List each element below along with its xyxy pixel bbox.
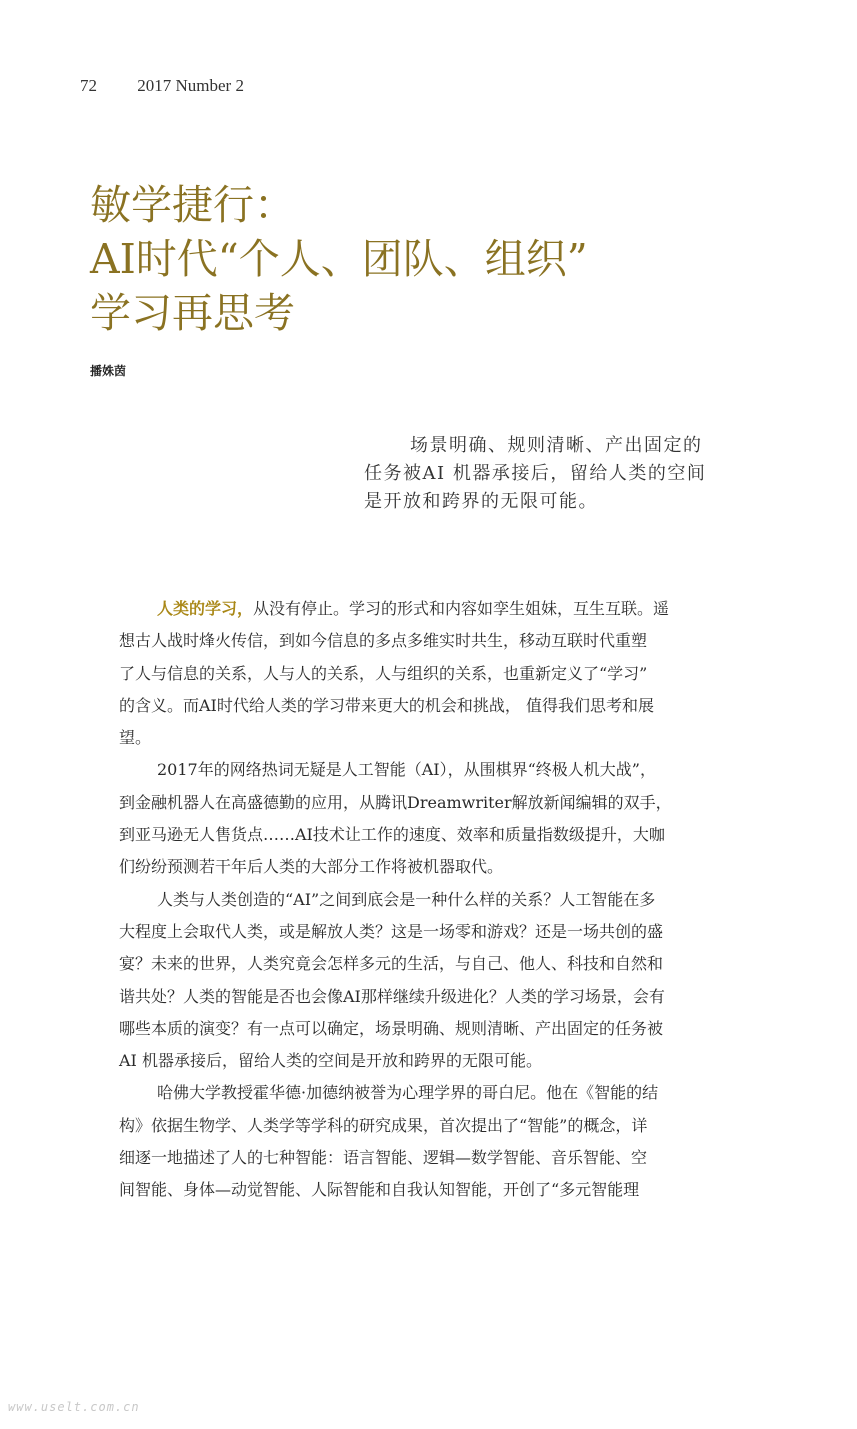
paragraph-line: AI 机器承接后，留给人类的空间是开放和跨界的无限可能。 — [119, 1051, 542, 1071]
pull-quote-line-1: 场景明确、规则清晰、产出固定的 — [410, 435, 703, 456]
paragraph-4 — [119, 1077, 747, 1206]
paragraph-line: 间智能、身体—动觉智能、人际智能和自我认知智能，开创了“多元智能理 — [119, 1180, 640, 1200]
paragraph-line — [119, 593, 747, 625]
paragraph-line-text: 从没有停止。学习的形式和内容如孪生姐妹，互生互联。遥 — [253, 599, 670, 618]
paragraph-line: 2017年的网络热词无疑是人工智能（AI），从围棋界“终极人机大战”， — [157, 760, 656, 780]
issue-label: 2017 Number 2 — [137, 76, 244, 95]
author-name: 播姝茵 — [90, 364, 127, 378]
paragraph-line: 细逐一地描述了人的七种智能：语言智能、逻辑—数学智能、音乐智能、空 — [119, 1148, 648, 1168]
paragraph-line: 宴？未来的世界，人类究竟会怎样多元的生活，与自己、他人、科技和自然和 — [119, 954, 664, 974]
paragraph-line: 的含义。而AI时代给人类的学习带来更大的机会和挑战， 值得我们思考和展 — [119, 695, 654, 715]
paragraph-line: 到金融机器人在高盛德勤的应用，从腾讯Dreamwriter解放新闻编辑的双手， — [119, 792, 672, 812]
paragraph-line: 哪些本质的演变？有一点可以确定，场景明确、规则清晰、产出固定的任务被 — [119, 1018, 664, 1038]
paragraph-3 — [119, 884, 747, 1078]
article-body — [119, 593, 747, 1207]
pull-quote-line-2: 任务被AI 机器承接后，留给人类的空间 — [364, 463, 707, 484]
site-watermark: www.uselt.com.cn — [8, 1400, 140, 1414]
article-title — [90, 178, 790, 340]
title-line-2: AI时代“个人、团队、组织” — [90, 235, 588, 283]
paragraph-line: 构》依据生物学、人类学等学科的研究成果，首次提出了“智能”的概念，详 — [119, 1115, 648, 1135]
page-number: 72 — [80, 76, 97, 95]
paragraph-line: 了人与信息的关系，人与人的关系，人与组织的关系，也重新定义了“学习” — [119, 663, 648, 683]
paragraph-line: 人类与人类创造的“AI”之间到底会是一种什么样的关系？人工智能在多 — [157, 889, 656, 909]
paragraph-line: 想古人战时烽火传信，到如今信息的多点多维实时共生，移动互联时代重塑 — [119, 631, 648, 651]
paragraph-line: 到亚马逊无人售货点……AI技术让工作的速度、效率和质量指数级提升，大咖 — [119, 825, 665, 845]
title-line-3: 学习再思考 — [90, 289, 295, 337]
pull-quote-line-3: 是开放和跨界的无限可能。 — [364, 491, 598, 512]
pull-quote — [364, 432, 754, 516]
paragraph-1 — [119, 593, 747, 754]
lead-in-phrase: 人类的学习， — [157, 599, 254, 618]
paragraph-line: 们纷纷预测若干年后人类的大部分工作将被机器取代。 — [119, 857, 504, 877]
title-line-1: 敏学捷行： — [90, 181, 295, 229]
running-header — [80, 76, 244, 96]
paragraph-line: 哈佛大学教授霍华德·加德纳被誉为心理学界的哥白尼。他在《智能的结 — [157, 1083, 659, 1103]
paragraph-2 — [119, 754, 747, 883]
paragraph-line: 大程度上会取代人类，或是解放人类？这是一场零和游戏？还是一场共创的盛 — [119, 921, 664, 941]
paragraph-line: 谐共处？人类的智能是否也会像AI那样继续升级进化？人类的学习场景，会有 — [119, 986, 665, 1006]
paragraph-line: 望。 — [119, 728, 152, 748]
